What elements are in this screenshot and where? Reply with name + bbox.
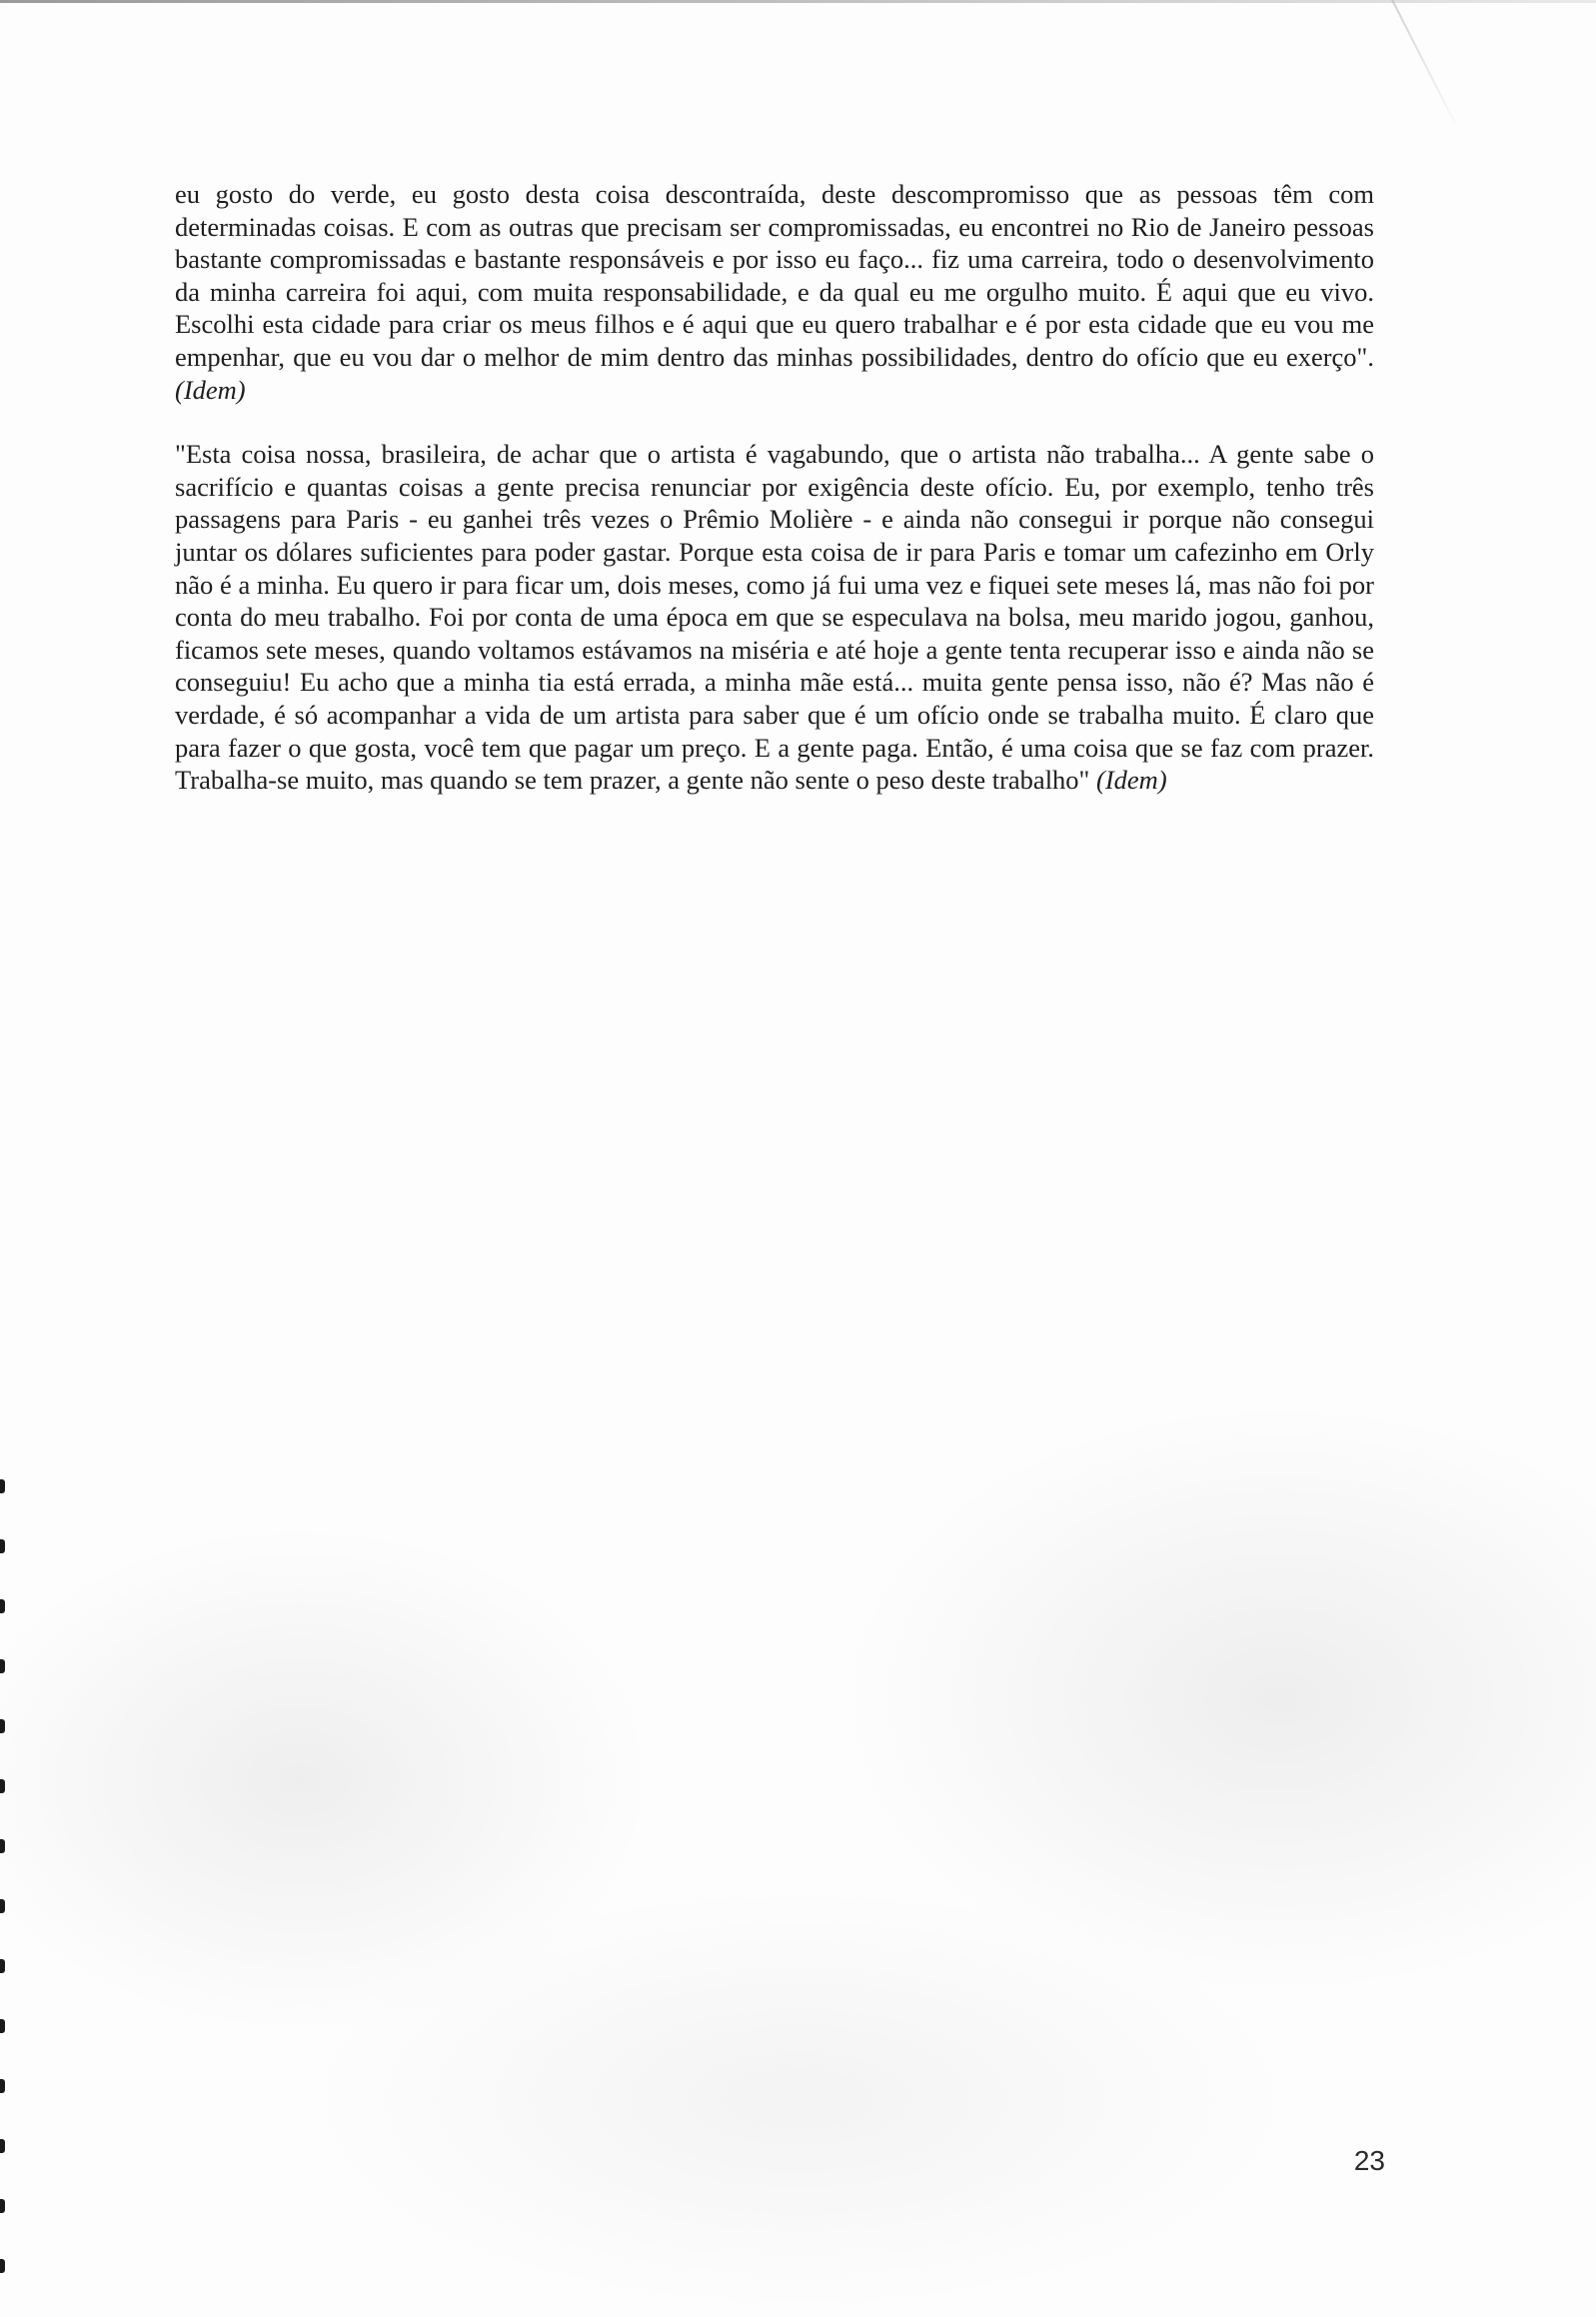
binding-hole [0, 1599, 5, 1613]
binding-hole [0, 2019, 5, 2033]
binding-hole [0, 1959, 5, 1973]
page-fold-line [1391, 0, 1461, 134]
paragraph-text: "Esta coisa nossa, brasileira, de achar que o artista é vagabundo, que o artista não trabalha... A gente sabe o sacrifício e quantas coisas a gente precisa renunciar por exigência deste ofício. Eu, por exemplo, tenho três passagens para Paris - eu ganhei três vezes o Prêmio Molière - e ainda não consegui ir porque não consegui juntar os dólares suficientes para poder gastar. Porque esta coisa de ir para Paris e tomar um cafezinho em Orly não é a minha. Eu quero ir para ficar um, dois meses, como já fui uma vez e fiquei sete meses lá, mas não foi por conta do meu trabalho. Foi por conta de uma época em que se especulava na bolsa, meu marido jogou, ganhou, ficamos sete meses, quando voltamos estávamos na miséria e até hoje a gente tenta recuperar isso e ainda não se conseguiu! Eu acho que a minha tia está errada, a minha mãe está... muita gente pensa isso, não é? Mas não é verdade, é só acompanhar a vida de um artista para saber que é um ofício onde se trabalha muito. É claro que para fazer o que gosta, você tem que pagar um preço. E a gente paga. Então, é uma coisa que se faz com prazer. Trabalha-se muito, mas quando se tem prazer, a gente não sente o peso deste trabalho" [175, 439, 1374, 796]
body-text [175, 178, 1374, 797]
binding-hole [0, 2079, 5, 2093]
binding-hole [0, 1659, 5, 1673]
binding-hole [0, 2139, 5, 2153]
binding-holes [0, 1479, 8, 2279]
paragraph [175, 438, 1374, 797]
citation: (Idem) [1096, 765, 1167, 796]
page-number: 23 [1353, 2145, 1385, 2176]
paragraph [175, 178, 1374, 406]
page-top-edge [0, 0, 1596, 3]
binding-hole [0, 1719, 5, 1733]
binding-hole [0, 2259, 5, 2273]
binding-hole [0, 1899, 5, 1913]
binding-hole [0, 1479, 5, 1493]
binding-hole [0, 2199, 5, 2213]
paragraph-text: eu gosto do verde, eu gosto desta coisa descontraída, deste descompromisso que as pessoas têm com determinadas coisas. E com as outras que precisam ser compromissadas, eu encontrei no Rio de Janeiro pessoas bastante compromissadas e bastante responsáveis e por isso eu faço... fiz uma carreira, todo o desenvolvimento da minha carreira foi aqui, com muita responsabilidade, e da qual eu me orgulho muito. É aqui que eu vivo. Escolhi esta cidade para criar os meus filhos e é aqui que eu quero trabalhar e é por esta cidade que eu vou me empenhar, que eu vou dar o melhor de mim dentro das minhas possibilidades, dentro do ofício que eu exerço". [175, 179, 1374, 372]
citation: (Idem) [175, 374, 246, 405]
binding-hole [0, 1539, 5, 1553]
binding-hole [0, 1779, 5, 1793]
binding-hole [0, 1839, 5, 1853]
